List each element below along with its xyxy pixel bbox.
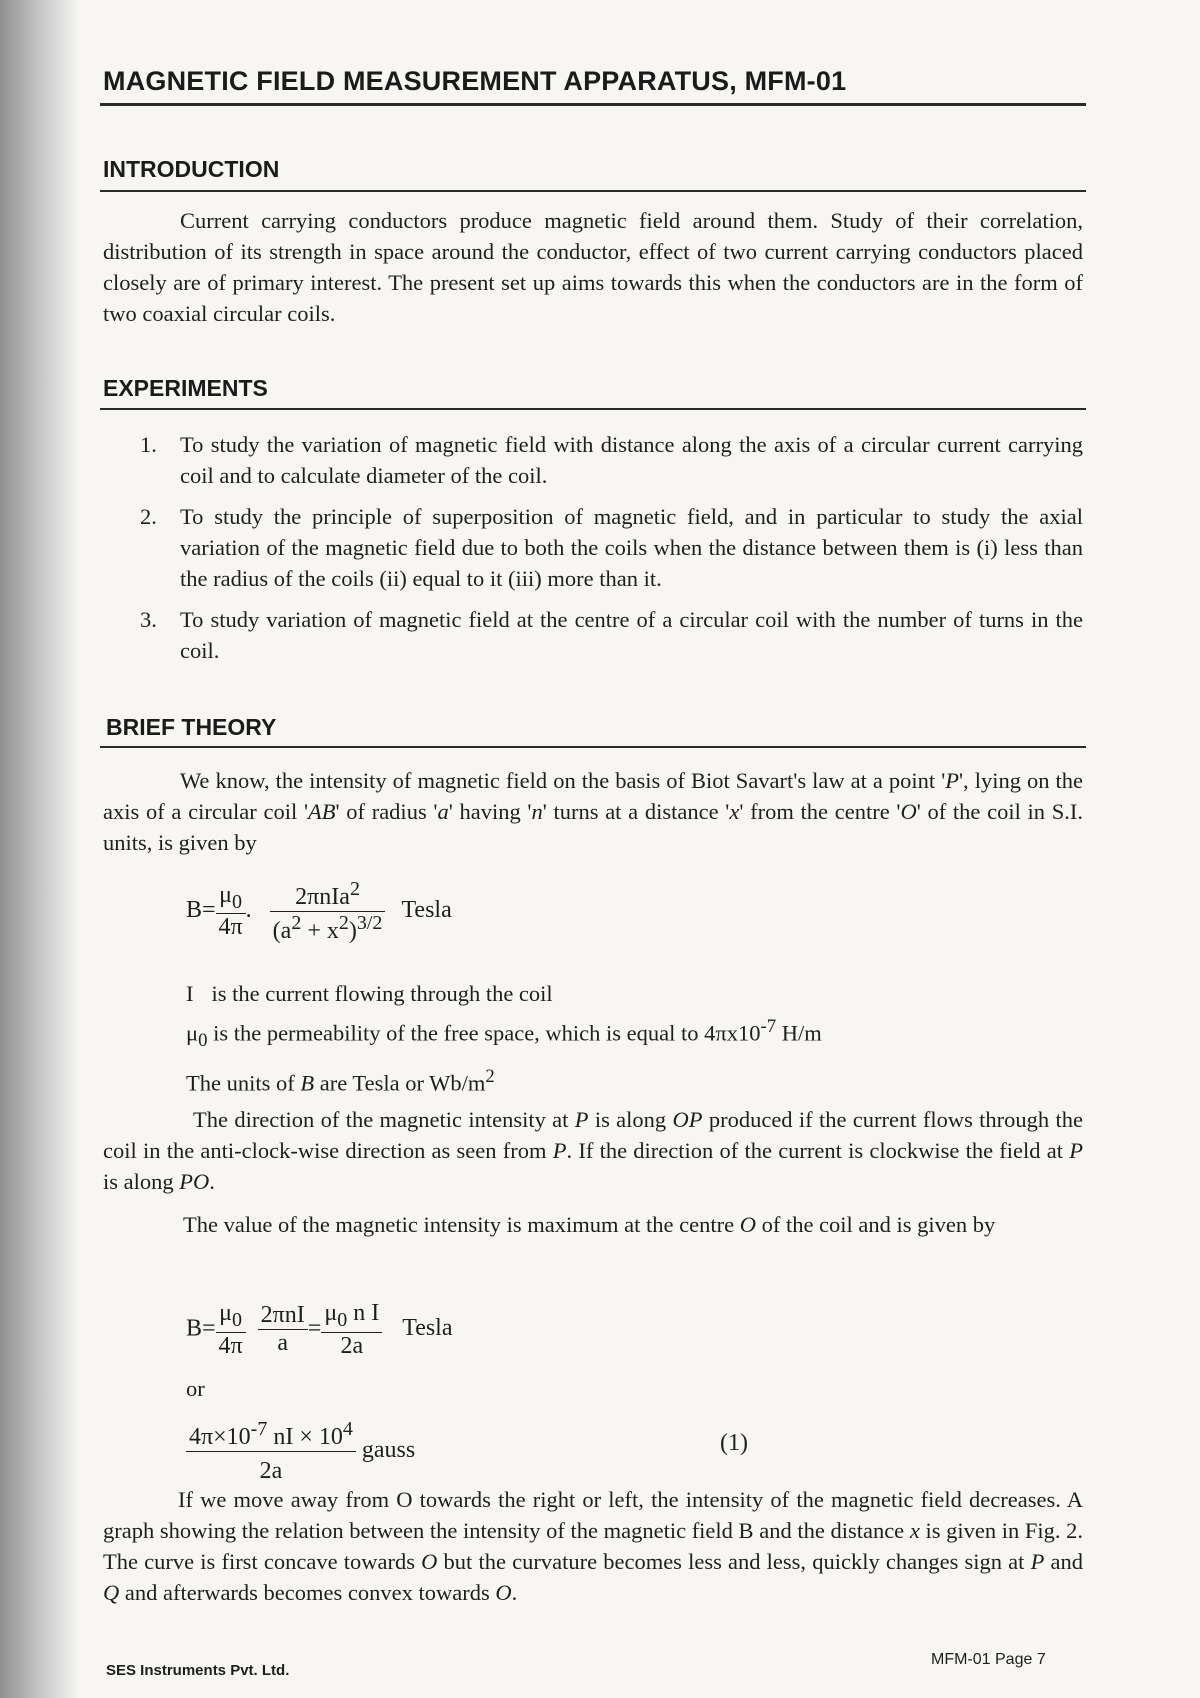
equation-field-centre: B= $\frac{\mu_0}{4\pi}$ $\frac{\text{2πnI}}{a}$ = $\frac{\mu_0 n I}{2a}$ Tesla — [186, 1300, 453, 1359]
theory-rule — [100, 746, 1086, 748]
experiment-item — [140, 429, 1083, 491]
equation-field-axis: B= $\frac{\mu_0}{4\pi}$ . $\frac{2\pi nIa^2}{(a^2 + x^2)^{3/2}}$ Tesla — [186, 878, 452, 944]
footer-page-number: MFM-01 Page 7 — [931, 1651, 1046, 1668]
experiments-list — [140, 429, 1083, 666]
equation-field-gauss: $\frac{4\pi\times 10^{-7} nI \times 10^4}{2a}$ gauss — [186, 1418, 415, 1485]
experiments-rule — [100, 408, 1086, 410]
experiment-number: 1. — [140, 432, 157, 457]
equation-number: (1) — [720, 1430, 748, 1456]
introduction-heading: INTRODUCTION — [103, 156, 280, 182]
graph-description-paragraph: If we move away from O towards the right or left, the intensity of the magnetic field decreases. A graph showing the relation between the intensity of the magnetic field B and the distance x is given in Fig. 2. The curve is first concave towards O but the curvature becomes less and less, quickly changes sign at P and Q and afterwards becomes convex towards O. — [103, 1487, 1084, 1605]
experiments-heading: EXPERIMENTS — [103, 375, 268, 401]
definition-permeability: $\mu_0$ is the permeability of the free space, which is equal to $4\pi x10^{-7}$ H/m — [186, 1016, 822, 1051]
introduction-rule — [100, 190, 1086, 192]
definition-units: The units of B are Tesla or $Wb/m^2$ — [186, 1066, 495, 1096]
experiment-text: To study the variation of magnetic field with distance along the axis of a circular current carrying coil and to calculate diameter of the coil. — [180, 432, 1083, 488]
page-title: MAGNETIC FIELD MEASUREMENT APPARATUS, MFM-01 — [103, 66, 847, 96]
experiment-text: To study variation of magnetic field at the centre of a circular coil with the number of turns in the coil. — [180, 607, 1083, 663]
experiment-number: 2. — [140, 504, 157, 529]
experiment-number: 3. — [140, 607, 157, 632]
introduction-paragraph: Current carrying conductors produce magnetic field around them. Study of their correlation, distribution of its strength in space around the conductor, effect of two current carrying conductors placed closely are of primary interest. The present set up aims towards this when the conductors are in the form of two coaxial circular coils. — [103, 208, 1083, 326]
theory-intro-paragraph: We know, the intensity of magnetic field on the basis of Biot Savart's law at a point 'P', lying on the axis of a circular coil 'AB' of radius 'a' having 'n' turns at a distance 'x' from the centre 'O' of the coil in S.I. units, is given by — [103, 768, 1083, 855]
definition-current: I is the current flowing through the coil — [186, 981, 553, 1006]
experiment-text: To study the principle of superposition of magnetic field, and in particular to study the axial variation of the magnetic field due to both the coils when the distance between them is (i) less than the radius of the coils (ii) equal to it (iii) more than it. — [180, 504, 1083, 591]
theory-heading: BRIEF THEORY — [106, 714, 277, 740]
experiment-item — [140, 604, 1083, 666]
maximum-paragraph: The value of the magnetic intensity is maximum at the centre O of the coil and is given by — [183, 1212, 996, 1237]
or-connector: or — [186, 1376, 205, 1401]
footer-company: SES Instruments Pvt. Ltd. — [106, 1662, 290, 1679]
direction-paragraph: The direction of the magnetic intensity at P is along OP produced if the current flows through the coil in the anti-clock-wise direction as seen from P. If the direction of the current is clockwise the field at P is along PO. — [103, 1107, 1083, 1194]
title-underline — [100, 103, 1086, 106]
experiment-item — [140, 501, 1083, 594]
